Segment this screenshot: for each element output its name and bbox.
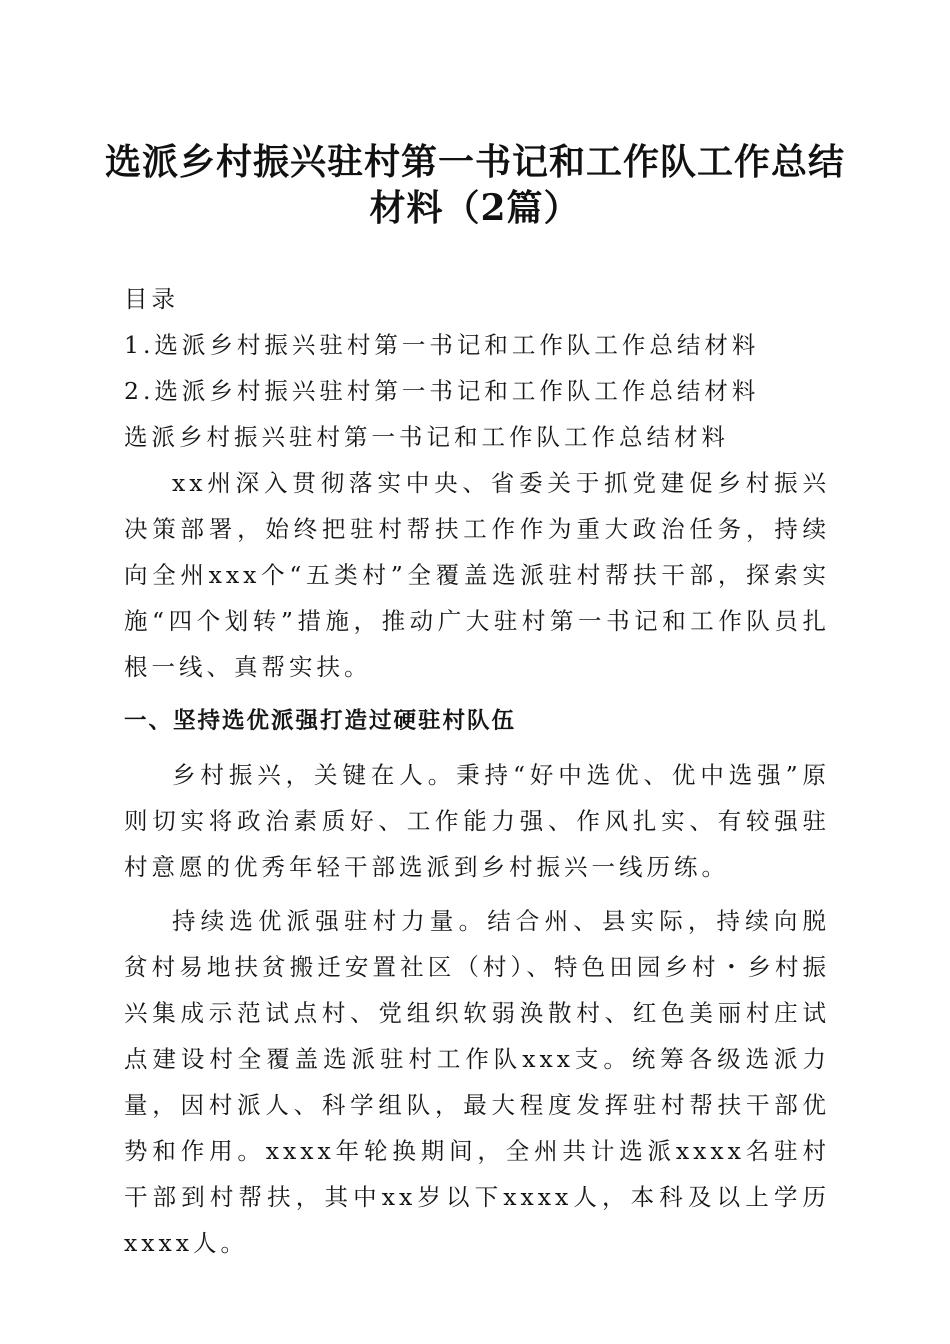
section-heading: 一、坚持选优派强打造过硬驻村队伍 [124, 708, 517, 734]
intro-paragraph: xx州深入贯彻落实中央、省委关于抓党建促乡村振兴决策部署，始终把驻村帮扶工作作为重大政治任务，持续向全州xxx个“五类村”全覆盖选派驻村帮扶干部，探索实施“四个划转”措施，推动广大驻村第一书记和工作队员扎根一线、真帮实扶。 [124, 469, 830, 681]
body-paragraph: 乡村振兴，关键在人。秉持“好中选优、优中选强”原则切实将政治素质好、工作能力强、作风扎实、有较强驻村意愿的优秀年轻干部选派到乡村振兴一线历练。 [124, 761, 830, 881]
toc-heading: 目录 [124, 285, 179, 313]
toc-item: 1.选派乡村振兴驻村第一书记和工作队工作总结材料 [124, 331, 760, 359]
toc-item: 2.选派乡村振兴驻村第一书记和工作队工作总结材料 [124, 377, 760, 405]
document-title-line-1: 选派乡村振兴驻村第一书记和工作队工作总结 [104, 141, 845, 183]
document-body [124, 276, 830, 1266]
document-title-line-2: 材料（2篇） [369, 187, 581, 229]
article-title: 选派乡村振兴驻村第一书记和工作队工作总结材料 [124, 423, 729, 451]
body-paragraph: 持续选优派强驻村力量。结合州、县实际，持续向脱贫村易地扶贫搬迁安置社区（村）、特色田园乡村・乡村振兴集成示范试点村、党组织软弱涣散村、红色美丽村庄试点建设村全覆盖选派驻村工作队xxx支。统筹各级选派力量，因村派人、科学组队，最大程度发挥驻村帮扶干部优势和作用。xxxx年轮换期间，全州共计选派xxxx名驻村干部到村帮扶，其中xx岁以下xxxx人，本科及以上学历xxxx人。 [124, 907, 830, 1257]
